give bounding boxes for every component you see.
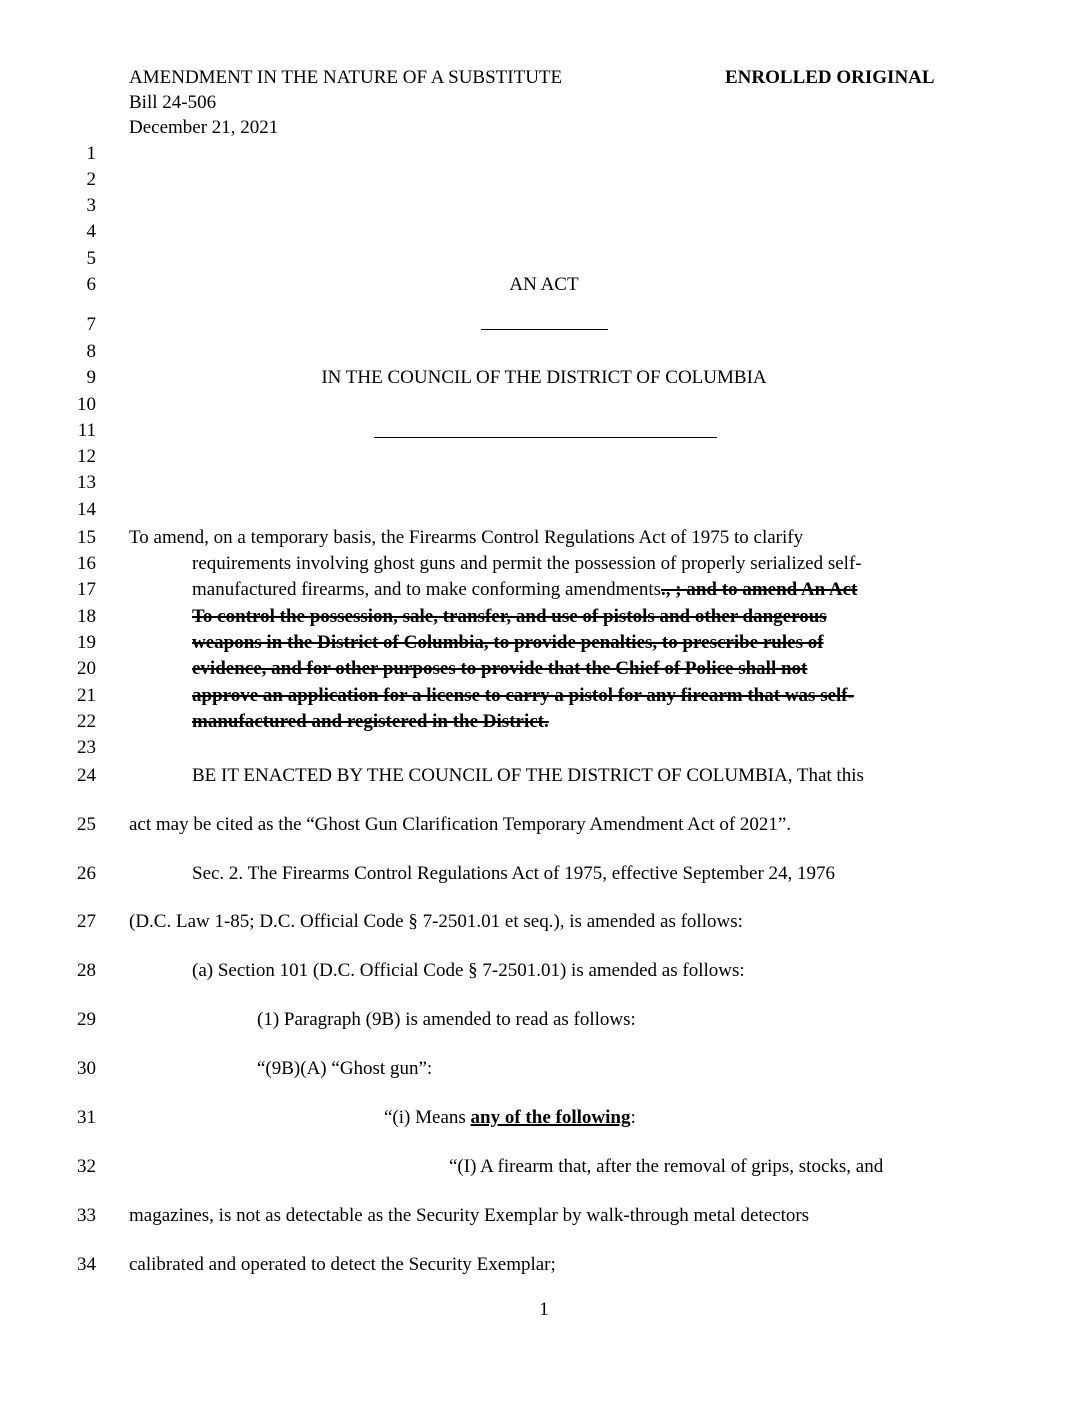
line-number: 22: [77, 711, 96, 732]
line-number: 27: [77, 911, 96, 932]
line-number: 18: [77, 606, 96, 627]
line-number: 6: [86, 274, 96, 295]
struck-text: ., ; and to amend An Act: [661, 579, 858, 600]
struck-text: manufactured and registered in the District.: [192, 711, 549, 732]
long-title-line: requirements involving ghost guns and permit the possession of properly serialized self-: [192, 553, 862, 574]
body-text: :: [630, 1107, 636, 1128]
line-number: 29: [77, 1009, 96, 1030]
line-number: 32: [77, 1156, 96, 1177]
body-line: “(9B)(A) “Ghost gun”:: [257, 1058, 433, 1079]
line-number: 9: [86, 367, 96, 388]
line-number: 16: [77, 553, 96, 574]
enacting-clause: BE IT ENACTED BY THE COUNCIL OF THE DISTRICT OF COLUMBIA, That this: [192, 765, 864, 786]
line-number: 25: [77, 814, 96, 835]
long-title-line: To amend, on a temporary basis, the Firearms Control Regulations Act of 1975 to clarify: [129, 527, 804, 548]
short-rule: [481, 329, 608, 330]
line-number: 24: [77, 765, 96, 786]
long-title-text: manufactured firearms, and to make conforming amendments: [192, 579, 662, 600]
line-number: 23: [77, 737, 96, 758]
line-number: 12: [77, 446, 96, 467]
body-line: (1) Paragraph (9B) is amended to read as follows:: [257, 1009, 636, 1030]
line-number: 7: [86, 314, 96, 335]
long-rule: [374, 437, 717, 438]
line-number: 10: [77, 394, 96, 415]
line-number: 17: [77, 579, 96, 600]
an-act-heading: AN ACT: [509, 274, 579, 295]
body-text: “(i) Means: [384, 1107, 471, 1128]
line-number: 31: [77, 1107, 96, 1128]
line-number: 19: [77, 632, 96, 653]
struck-text: To control the possession, sale, transfer, and use of pistols and other dangerous: [192, 606, 827, 627]
line-number: 3: [86, 195, 96, 216]
body-line: [384, 1108, 636, 1127]
line-number: 30: [77, 1058, 96, 1079]
line-number: 11: [77, 420, 96, 441]
body-line: calibrated and operated to detect the Security Exemplar;: [129, 1254, 556, 1275]
body-line: “(I) A firearm that, after the removal of grips, stocks, and: [449, 1156, 884, 1177]
body-line: (D.C. Law 1-85; D.C. Official Code § 7-2501.01 et seq.), is amended as follows:: [129, 911, 743, 932]
line-number: 5: [86, 248, 96, 269]
bill-date: December 21, 2021: [129, 117, 279, 138]
council-heading: IN THE COUNCIL OF THE DISTRICT OF COLUMBIA: [321, 367, 767, 388]
page-number: 1: [539, 1299, 549, 1320]
line-number: 2: [86, 169, 96, 190]
body-line: Sec. 2. The Firearms Control Regulations Act of 1975, effective September 24, 1976: [192, 863, 836, 884]
body-line: (a) Section 101 (D.C. Official Code § 7-2501.01) is amended as follows:: [192, 960, 745, 981]
line-number: 26: [77, 863, 96, 884]
line-number: 15: [77, 527, 96, 548]
struck-text: evidence, and for other purposes to provide that the Chief of Police shall not: [192, 658, 808, 679]
bill-number: Bill 24-506: [129, 92, 217, 113]
line-number: 8: [86, 341, 96, 362]
body-line: act may be cited as the “Ghost Gun Clarification Temporary Amendment Act of 2021”.: [129, 814, 792, 835]
line-number: 13: [77, 472, 96, 493]
line-number: 4: [86, 221, 96, 242]
line-number: 28: [77, 960, 96, 981]
body-line: magazines, is not as detectable as the Security Exemplar by walk-through metal detectors: [129, 1205, 810, 1226]
enrolled-original-label: ENROLLED ORIGINAL: [725, 67, 935, 88]
line-number: 14: [77, 499, 96, 520]
struck-text: approve an application for a license to carry a pistol for any firearm that was self-: [192, 685, 854, 706]
line-number: 34: [77, 1254, 96, 1275]
long-title-line: [192, 580, 857, 599]
line-number: 20: [77, 658, 96, 679]
struck-text: weapons in the District of Columbia, to provide penalties, to prescribe rules of: [192, 632, 824, 653]
line-number: 21: [77, 685, 96, 706]
inserted-text: any of the following: [470, 1107, 631, 1128]
line-number: 33: [77, 1205, 96, 1226]
header-amendment-label: AMENDMENT IN THE NATURE OF A SUBSTITUTE: [129, 67, 563, 88]
line-number: 1: [86, 143, 96, 164]
